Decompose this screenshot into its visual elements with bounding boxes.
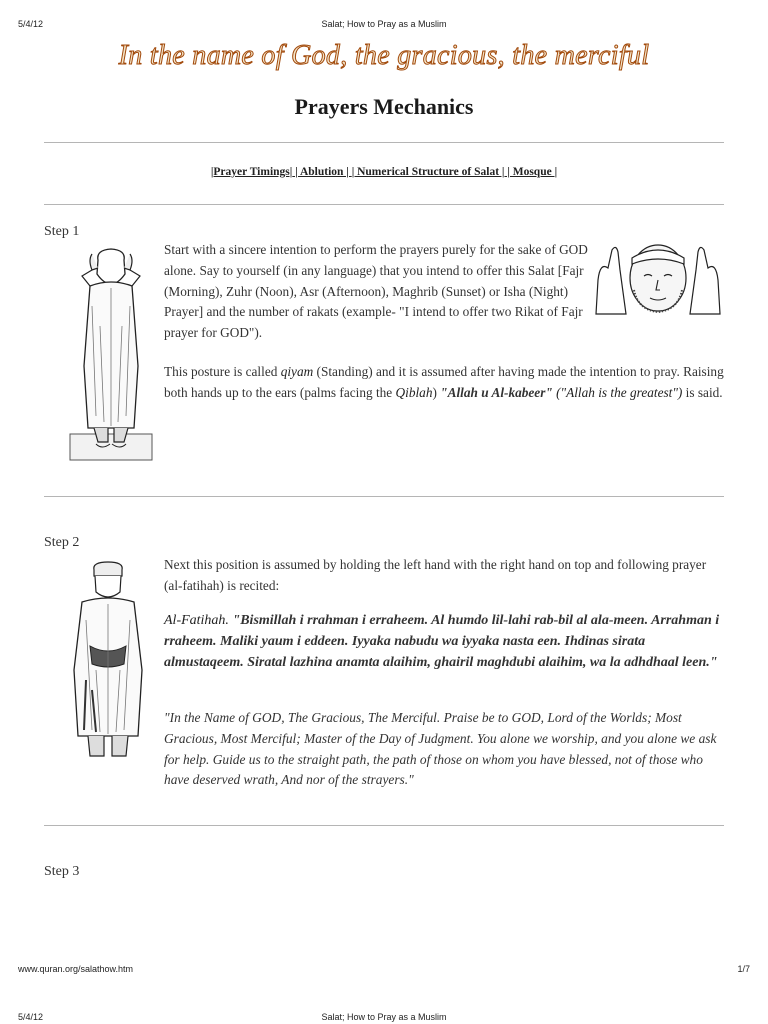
nav-link-numerical-structure[interactable]: | Numerical Structure of Salat | bbox=[351, 166, 505, 178]
footer-page-number: 1/7 bbox=[737, 964, 750, 974]
print-title: Salat; How to Pray as a Muslim bbox=[321, 19, 447, 29]
bismillah-banner: In the name of God, the gracious, the merciful bbox=[118, 40, 650, 71]
print-date: 5/4/12 bbox=[18, 19, 44, 29]
divider bbox=[44, 204, 724, 205]
page-title: Prayers Mechanics bbox=[294, 94, 474, 119]
next-page-title: Salat; How to Pray as a Muslim bbox=[321, 1012, 447, 1022]
divider bbox=[44, 142, 724, 143]
nav-link-mosque[interactable]: | Mosque | bbox=[504, 166, 558, 178]
divider bbox=[44, 496, 724, 497]
nav-link-prayer-timings[interactable]: |Prayer Timings| bbox=[210, 166, 293, 178]
step-3-label: Step 3 bbox=[44, 864, 80, 879]
step-2-label: Step 2 bbox=[44, 535, 80, 550]
nav-links bbox=[0, 166, 768, 178]
step-1-intention-text: Start with a sincere intention to perform the prayers purely for the sake of GOD alone. Say to yourself (in any language) that you intend to offer this Salat [Fajr (Morning), Zuhr (Noon), Asr (Afternoon), Maghrib (Sunset) or Isha (Night) Prayer] and the number of rakats (example- "I intend to offer two Rikat of Fajr prayer for GOD"). bbox=[164, 242, 588, 341]
term-qiblah: Qiblah bbox=[395, 384, 433, 400]
divider bbox=[44, 825, 724, 826]
al-fatihah-arabic-text: Al-Fatihah. "Bismillah i rrahman i erraheem. Al humdo lil-lahi rab-bil al ala-meen. Arrahman i rraheem. Maliki yaum i eddeen. Iyyaka nabudu wa iyyaka nasta een. Ihdinas sirata almustaqeem. Siratal lazhina anamta alaihim, ghairil maghdubi alaihim, wa la adhdhaal leen." bbox=[164, 613, 720, 670]
standing-figure-image bbox=[68, 246, 154, 466]
next-page-date: 5/4/12 bbox=[18, 1012, 44, 1022]
step-1-qiyam-text: This posture is called qiyam (Standing) and it is assumed after having made the intention to pray. Raising both hands up to the ears (palms facing the Qiblah) "Allah u Al-kabeer" ("Allah is the greatest") is said. bbox=[164, 364, 724, 400]
step-2-intro-text: Next this position is assumed by holding the left hand with the right hand on top and following prayer (al-fatihah) is recited: bbox=[164, 557, 707, 593]
nav-link-ablution[interactable]: | Ablution | bbox=[292, 166, 352, 178]
takbir-phrase: "Allah u Al-kabeer" bbox=[440, 384, 553, 400]
step-1-label: Step 1 bbox=[44, 224, 80, 239]
takbir-translation: ("Allah is the greatest") bbox=[552, 384, 683, 400]
al-fatihah-translation: "In the Name of GOD, The Gracious, The Merciful. Praise be to GOD, Lord of the Worlds; Most Gracious, Most Merciful; Master of the Day of Judgment. You alone we worship, and you alone we ask for help. Guide us to the straight path, the path of those on whom you have blessed, not of those who have deserved wrath, And nor of the strayers." bbox=[164, 710, 717, 788]
al-fatihah-label: Al-Fatihah. bbox=[164, 613, 233, 628]
footer-url: www.quran.org/salathow.htm bbox=[18, 964, 134, 974]
hands-raised-face-image bbox=[592, 240, 724, 318]
term-qiyam: qiyam bbox=[280, 364, 314, 379]
